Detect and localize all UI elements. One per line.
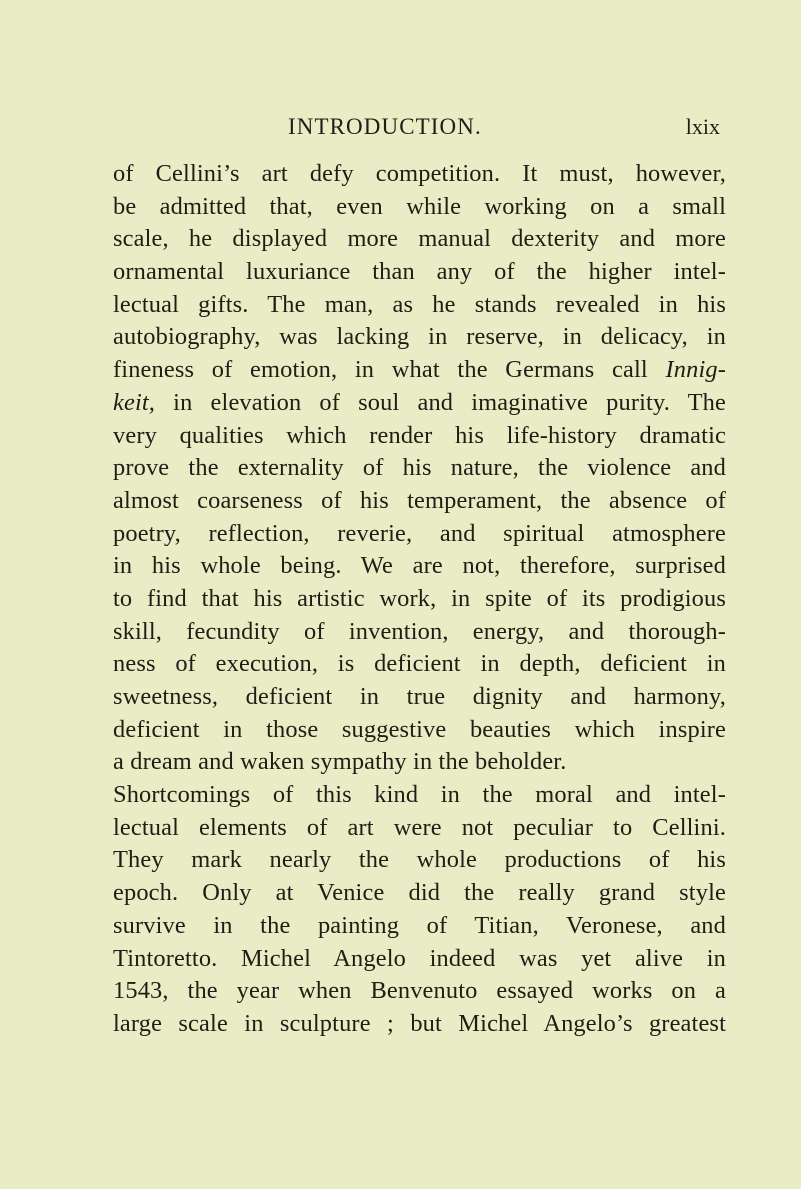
text-line: poetry, reflection, reverie, and spiritual atmosphere (113, 519, 726, 547)
page-number: lxix (685, 114, 720, 139)
running-head (110, 114, 720, 144)
text-line: epoch. Only at Venice did the really grand style (113, 879, 726, 907)
text-line: a dream and waken sympathy in the beholder. (113, 748, 567, 776)
text-line: sweetness, deficient in true dignity and harmony, (113, 683, 726, 710)
text-line: prove the externality of his nature, the violence and (113, 454, 726, 482)
italic-word: keit, (113, 388, 156, 416)
text-line: ornamental luxuriance than any of the higher intel- (113, 258, 726, 286)
text-line: Tintoretto. Michel Angelo indeed was yet alive in (113, 944, 726, 972)
text-line (113, 354, 726, 387)
text-line: lectual gifts. The man, as he stands revealed in his (113, 290, 726, 318)
text-line: to find that his artistic work, in spite of its prodigious (113, 584, 726, 612)
text-line (113, 387, 726, 420)
text-line: They mark nearly the whole productions of his (113, 846, 726, 874)
text-line: almost coarseness of his temperament, the absence of (113, 486, 726, 514)
text-line: in his whole being. We are not, therefore, surprised (113, 552, 726, 580)
running-head-title: INTRODUCTION. (288, 114, 482, 139)
text-line: 1543, the year when Benvenuto essayed works on a (113, 977, 726, 1005)
text-line: be admitted that, even while working on a small (113, 192, 726, 220)
text-line: of Cellini’s art defy competition. It must, however, (113, 160, 726, 187)
text-line: autobiography, was lacking in reserve, in delicacy, in (113, 323, 726, 351)
text-line: skill, fecundity of invention, energy, and thorough- (113, 617, 726, 645)
italic-word: Innig- (665, 356, 726, 384)
text-line: very qualities which render his life-history dramatic (113, 421, 726, 449)
text-line: survive in the painting of Titian, Veronese, and (113, 911, 726, 939)
text-segment: in elevation of soul and imaginative purity. The (173, 388, 726, 416)
text-line: deficient in those suggestive beauties which inspire (113, 715, 726, 743)
text-line: scale, he displayed more manual dexterity and more (113, 225, 726, 253)
text-line: ness of execution, is deficient in depth, deficient in (113, 650, 726, 678)
text-segment: fineness of emotion, in what the Germans call (113, 356, 648, 384)
text-line: Shortcomings of this kind in the moral and intel- (113, 781, 726, 809)
text-line: lectual elements of art were not peculiar to Cellini. (113, 813, 726, 841)
text-line: large scale in sculpture ; but Michel Angelo’s greatest (113, 1009, 726, 1037)
body-text (113, 158, 726, 1041)
